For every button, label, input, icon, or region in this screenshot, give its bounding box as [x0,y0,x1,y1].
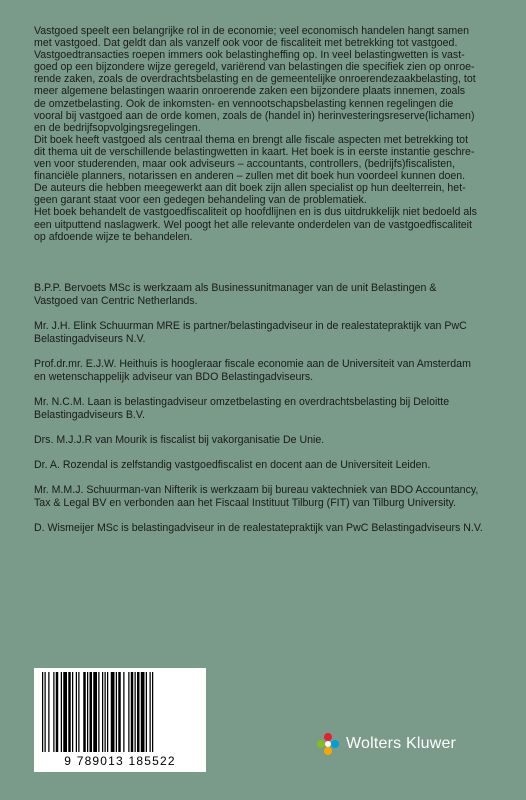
publisher-logo [316,732,456,756]
author-bio-line: Prof.dr.mr. E.J.W. Heithuis is hoogleraar fiscale economie aan de Universiteit van Amsterdam [34,358,471,370]
barcode-bar [56,672,59,752]
barcode [34,668,206,772]
barcode-bar [111,672,115,752]
wolters-kluwer-logo-icon [316,732,340,756]
barcode-bar [116,672,117,752]
barcode-bar [45,672,46,752]
barcode-bar [137,672,140,752]
author-bio-line: D. Wismeijer MSc is belastingadviseur in de realestatepraktijk van PwC Belastingadviseurs N.V. [34,522,483,534]
description-line: Vastgoed speelt een belangrijke rol in de economie; veel economisch handelen hangt samen [34,25,470,37]
author-bio [34,282,504,308]
author-bio-line: Drs. M.J.J.R van Mourik is fiscalist bij vakorganisatie De Unie. [34,434,325,446]
barcode-bar [105,672,106,752]
back-cover-description [34,25,494,243]
author-bio-line: Mr. J.H. Elink Schuurman MRE is partner/belastingadviseur in de realestatepraktijk van PwC [34,320,467,332]
description-line: de omzetbelasting. Ook de inkomsten- en vennootschapsbelasting kennen regelingen die [34,97,454,110]
author-bio-line: en wetenschappelijk adviseur van BDO Belastingadviseurs. [34,371,314,383]
author-bio-line: Vastgoed van Centric Netherlands. [34,295,198,307]
author-bio-line: Belastingadviseurs B.V. [34,409,145,421]
barcode-bar [102,672,103,752]
barcode-bar [118,672,121,752]
description-line: Dit boek heeft vastgoed als centraal thema en brengt alle fiscale aspecten met betrekking tot [34,133,469,146]
barcode-bar [63,672,67,752]
author-bio-line: Dr. A. Rozendal is zelfstandig vastgoedfiscalist en docent aan de Universiteit Leiden. [34,459,431,471]
description-line: met vastgoed. Dat geldt dan als vanzelf ook voor de fiscaliteit met betrekking tot vastgoed. [34,37,458,50]
barcode-bar [78,672,79,752]
description-line: rende zaken, zoals de overdrachtsbelasting en de gemeentelijke onroerendezaakbelasting, tot [34,73,476,86]
author-bio [34,320,504,346]
author-bio-line: Mr. N.C.M. Laan is belastingadviseur omzetbelasting en overdrachtsbelasting bij Deloitte [34,396,450,408]
barcode-bar [61,672,62,752]
barcode-bar [72,672,73,752]
barcode-bar [48,672,49,752]
barcode-bar [135,672,136,752]
description-line: ven voor studerenden, maar ook adviseurs – accountants, controllers, (bedrijfs)fiscalisten, [34,158,456,171]
barcode-bar [131,672,134,752]
description-line: meer algemene belastingen waarin onroerende zaken een bijzondere plaats innemen, zoals [34,85,466,98]
barcode-bar [107,672,108,752]
publisher-name: Wolters Kluwer [346,735,457,752]
description-line: dit thema uit de verschillende belastingwetten in kaart. Het boek is in eerste instantie geschre- [34,145,475,158]
author-bio [34,484,504,510]
author-bios [34,282,504,547]
author-bio-line: Mr. M.M.J. Schuurman-van Nifterik is werkzaam bij bureau vaktechniek van BDO Accountancy, [34,484,479,496]
description-line: Het boek behandelt de vastgoedfiscaliteit op hoofdlijnen en is dus uitdrukkelijk niet bedoeld als [34,206,477,219]
description-line: een uitputtend naslagwerk. Wel poogt het alle relevante onderdelen van de vastgoedfiscaliteit [34,218,472,231]
barcode-bar [90,672,93,752]
description-line: goed op een bijzondere wijze geregeld, variërend van belastingen die specifiek zien op onroe- [34,61,475,74]
author-bio-line: Belastingadviseurs N.V. [34,333,146,345]
barcode-bar [83,672,86,752]
barcode-bar [146,672,147,752]
isbn-digits: 9 789013 185522 [64,754,176,768]
barcode-bar [150,672,151,752]
author-bio [34,358,504,384]
barcode-bar [93,672,97,752]
description-line: financiële planners, notarissen en anderen – zullen met dit boek hun voordeel kunnen doen. [34,170,466,183]
barcode-bar [123,672,124,752]
barcode-bar [68,672,71,752]
author-bio-line: B.P.P. Bervoets MSc is werkzaam als Businessunitmanager van de unit Belastingen & [34,282,437,294]
description-line: en de bedrijfsopvolgingsregelingen. [34,121,201,134]
barcode-bar [87,672,88,752]
description-line: De auteurs die hebben meegewerkt aan dit boek zijn allen specialist op hun deelterrein, het- [34,182,466,195]
author-bio [34,522,504,535]
barcode-bar [53,672,54,752]
barcode-bar [152,672,153,752]
barcode-bar [76,672,77,752]
description-line: Vastgoedtransacties roepen immers ook belastingheffing op. In veel belastingwetten is vast- [34,49,465,62]
barcode-bars-icon [40,672,200,754]
barcode-bar [98,672,99,752]
description-line: vooral bij vastgoed aan de orde komen, zoals de (handel in) herinvesteringsreserve(lichamen) [34,109,475,122]
description-line: geen garant staat voor een gedegen behandeling van de problematiek. [34,194,367,207]
barcode-bar [141,672,145,752]
description-line: op afdoende wijze te behandelen. [34,230,193,243]
author-bio-line: Tax & Legal BV en verbonden aan het Fiscaal Instituut Tilburg (FIT) van Tilburg University. [34,497,456,509]
author-bio [34,396,504,422]
barcode-bar [42,672,43,752]
barcode-bar [128,672,129,752]
author-bio [34,434,504,447]
author-bio [34,459,504,472]
